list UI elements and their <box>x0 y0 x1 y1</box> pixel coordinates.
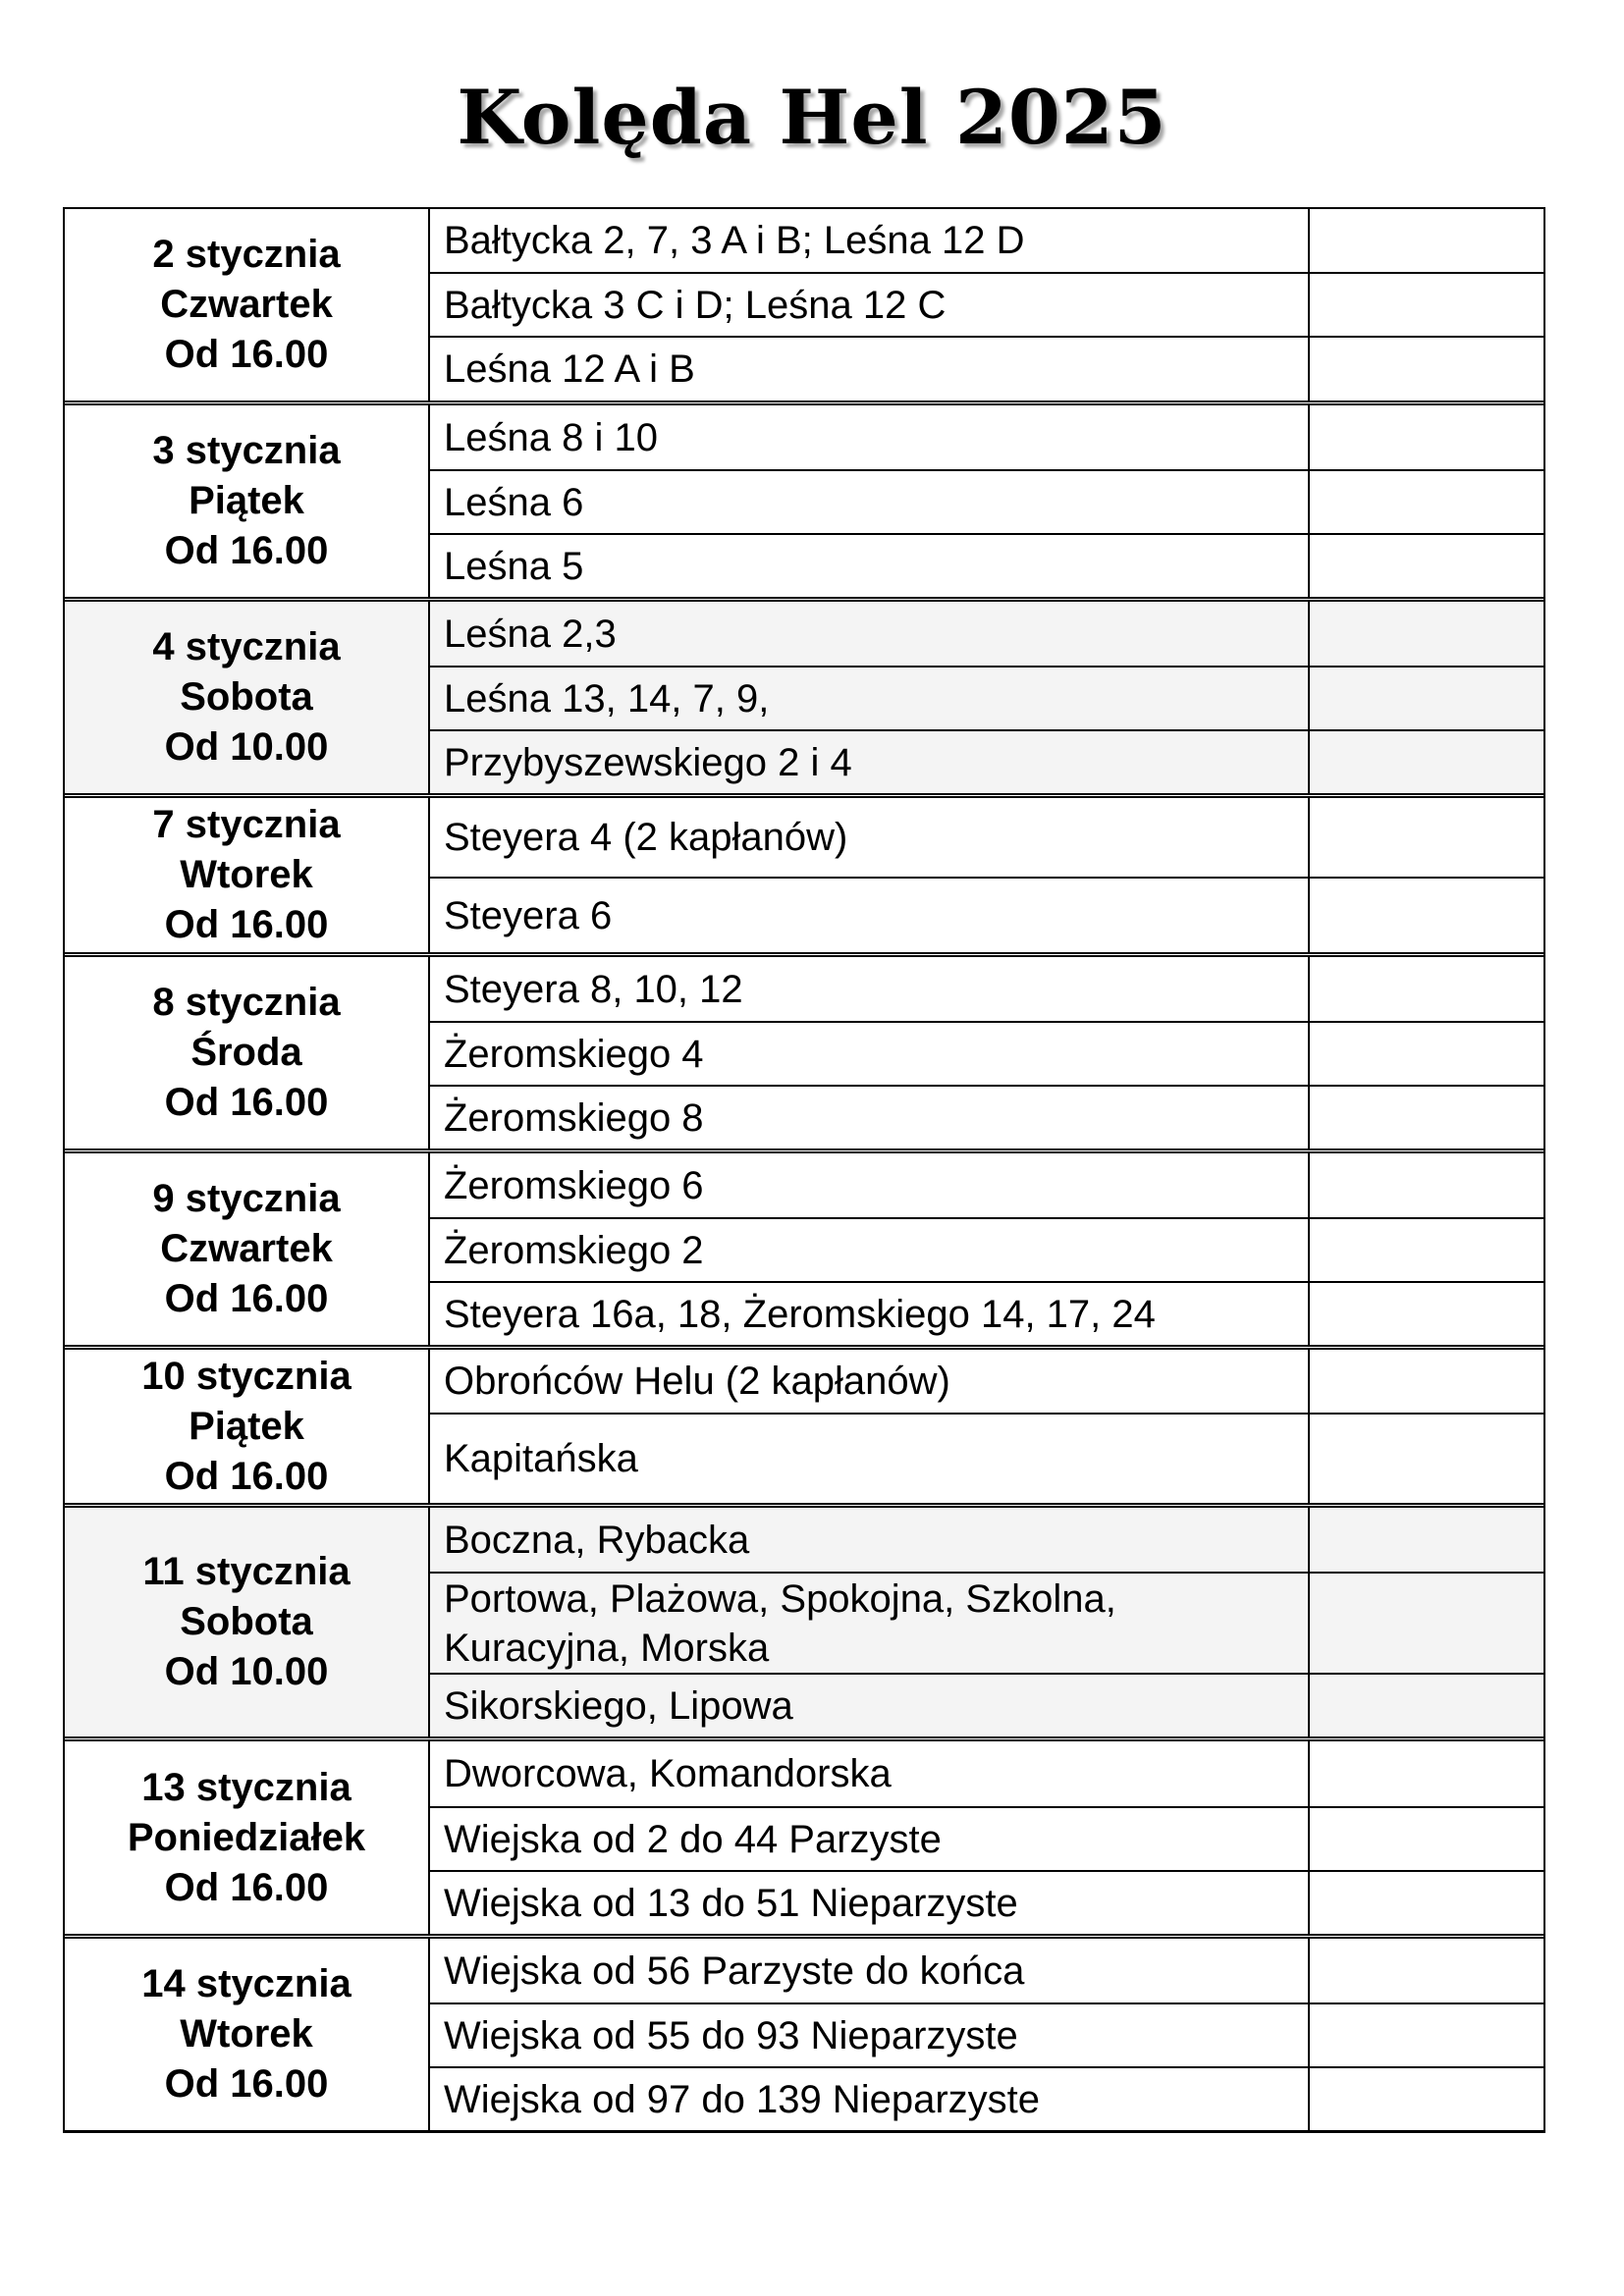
table-row <box>430 1085 1543 1148</box>
notes-cell <box>1310 602 1543 666</box>
address-cell: Steyera 4 (2 kapłanów) <box>430 798 1310 877</box>
notes-cell <box>1310 1350 1543 1413</box>
table-row <box>430 877 1543 952</box>
address-cell: Portowa, Plażowa, Spokojna, Szkolna, Kuracyjna, Morska <box>430 1574 1310 1673</box>
address-cell: Steyera 8, 10, 12 <box>430 957 1310 1021</box>
day-date: 11 stycznia <box>142 1550 351 1593</box>
notes-cell <box>1310 731 1543 793</box>
notes-cell <box>1310 274 1543 336</box>
table-row <box>430 1217 1543 1281</box>
notes-cell <box>1310 1415 1543 1503</box>
table-row <box>430 602 1543 666</box>
table-row <box>430 798 1543 877</box>
day-group <box>65 597 1543 793</box>
day-cell <box>65 957 430 1148</box>
day-time: Od 16.00 <box>164 2062 329 2106</box>
day-weekday: Poniedziałek <box>127 1815 366 1859</box>
address-cell: Sikorskiego, Lipowa <box>430 1675 1310 1736</box>
address-cell: Wiejska od 55 do 93 Nieparzyste <box>430 2004 1310 2066</box>
notes-cell <box>1310 1283 1543 1345</box>
table-row <box>430 1350 1543 1413</box>
address-rows <box>430 1508 1543 1736</box>
address-cell: Przybyszewskiego 2 i 4 <box>430 731 1310 793</box>
table-row <box>430 209 1543 272</box>
day-cell <box>65 602 430 793</box>
notes-cell <box>1310 535 1543 597</box>
day-weekday: Piątek <box>189 479 304 522</box>
table-row <box>430 957 1543 1021</box>
day-cell <box>65 1508 430 1736</box>
address-rows <box>430 1939 1543 2130</box>
day-date: 4 stycznia <box>152 625 341 668</box>
address-cell: Leśna 12 A i B <box>430 338 1310 400</box>
address-cell: Żeromskiego 6 <box>430 1153 1310 1217</box>
address-cell: Steyera 6 <box>430 879 1310 952</box>
notes-cell <box>1310 1574 1543 1673</box>
day-date: 8 stycznia <box>152 981 341 1024</box>
day-date: 7 stycznia <box>152 803 341 846</box>
day-date: 3 stycznia <box>152 429 341 472</box>
day-group <box>65 209 1543 400</box>
day-group <box>65 1934 1543 2130</box>
notes-cell <box>1310 1741 1543 1806</box>
day-cell <box>65 1153 430 1345</box>
day-weekday: Czwartek <box>160 1227 333 1270</box>
table-row <box>430 729 1543 793</box>
address-cell: Wiejska od 56 Parzyste do końca <box>430 1939 1310 2002</box>
table-row <box>430 336 1543 400</box>
notes-cell <box>1310 471 1543 533</box>
address-rows <box>430 957 1543 1148</box>
day-group <box>65 1503 1543 1736</box>
address-cell: Żeromskiego 8 <box>430 1087 1310 1148</box>
table-row <box>430 405 1543 469</box>
table-row <box>430 1021 1543 1085</box>
day-cell <box>65 209 430 400</box>
address-rows <box>430 1350 1543 1503</box>
page-title: Kolęda Hel 2025 <box>457 74 1167 161</box>
notes-cell <box>1310 1508 1543 1572</box>
address-cell: Leśna 2,3 <box>430 602 1310 666</box>
day-date: 10 stycznia <box>141 1354 352 1398</box>
table-row <box>430 469 1543 533</box>
day-group <box>65 952 1543 1148</box>
notes-cell <box>1310 957 1543 1021</box>
address-rows <box>430 1153 1543 1345</box>
day-group <box>65 400 1543 597</box>
day-weekday: Sobota <box>180 1600 313 1643</box>
notes-cell <box>1310 798 1543 877</box>
day-group <box>65 793 1543 952</box>
address-rows <box>430 1741 1543 1934</box>
day-time: Od 16.00 <box>164 529 329 572</box>
day-time: Od 10.00 <box>164 725 329 769</box>
address-cell: Steyera 16a, 18, Żeromskiego 14, 17, 24 <box>430 1283 1310 1345</box>
address-cell: Bałtycka 2, 7, 3 A i B; Leśna 12 D <box>430 209 1310 272</box>
notes-cell <box>1310 338 1543 400</box>
table-row <box>430 1741 1543 1806</box>
notes-cell <box>1310 1808 1543 1870</box>
day-weekday: Wtorek <box>180 2012 313 2056</box>
table-row <box>430 1939 1543 2002</box>
day-time: Od 16.00 <box>164 1865 329 1909</box>
notes-cell <box>1310 1872 1543 1934</box>
day-date: 9 stycznia <box>152 1177 341 1220</box>
address-cell: Boczna, Rybacka <box>430 1508 1310 1572</box>
table-row <box>430 1806 1543 1870</box>
table-row <box>430 1508 1543 1572</box>
notes-cell <box>1310 2004 1543 2066</box>
table-row <box>430 1153 1543 1217</box>
table-row <box>430 1870 1543 1934</box>
address-cell: Wiejska od 2 do 44 Parzyste <box>430 1808 1310 1870</box>
table-row <box>430 1673 1543 1736</box>
day-time: Od 16.00 <box>164 1277 329 1320</box>
table-row <box>430 1281 1543 1345</box>
address-rows <box>430 602 1543 793</box>
address-cell: Obrońców Helu (2 kapłanów) <box>430 1350 1310 1413</box>
day-time: Od 16.00 <box>164 1454 329 1498</box>
address-cell: Wiejska od 97 do 139 Nieparzyste <box>430 2068 1310 2130</box>
table-row <box>430 1572 1543 1673</box>
day-date: 2 stycznia <box>152 233 341 276</box>
table-row <box>430 533 1543 597</box>
day-weekday: Piątek <box>189 1404 304 1448</box>
address-cell: Żeromskiego 2 <box>430 1219 1310 1281</box>
notes-cell <box>1310 2068 1543 2130</box>
address-rows <box>430 405 1543 597</box>
day-cell <box>65 1741 430 1934</box>
notes-cell <box>1310 1219 1543 1281</box>
day-time: Od 16.00 <box>164 903 329 946</box>
day-group <box>65 1736 1543 1934</box>
day-weekday: Sobota <box>180 675 313 719</box>
address-cell: Leśna 13, 14, 7, 9, <box>430 667 1310 729</box>
day-time: Od 10.00 <box>164 1650 329 1693</box>
day-time: Od 16.00 <box>164 1081 329 1124</box>
notes-cell <box>1310 209 1543 272</box>
address-cell: Żeromskiego 4 <box>430 1023 1310 1085</box>
notes-cell <box>1310 1087 1543 1148</box>
address-cell: Dworcowa, Komandorska <box>430 1741 1310 1806</box>
day-date: 14 stycznia <box>141 1962 352 2005</box>
notes-cell <box>1310 1023 1543 1085</box>
day-cell <box>65 1939 430 2130</box>
address-cell: Leśna 5 <box>430 535 1310 597</box>
table-row <box>430 272 1543 336</box>
address-rows <box>430 798 1543 952</box>
notes-cell <box>1310 879 1543 952</box>
table-row <box>430 666 1543 729</box>
day-weekday: Wtorek <box>180 853 313 896</box>
table-row <box>430 2066 1543 2130</box>
day-group <box>65 1148 1543 1345</box>
day-cell <box>65 1350 430 1503</box>
table-row <box>430 2002 1543 2066</box>
day-cell <box>65 798 430 952</box>
table-row <box>430 1413 1543 1503</box>
address-rows <box>430 209 1543 400</box>
day-date: 13 stycznia <box>141 1765 352 1809</box>
address-cell: Leśna 6 <box>430 471 1310 533</box>
day-time: Od 16.00 <box>164 333 329 376</box>
schedule-table <box>63 207 1545 2133</box>
notes-cell <box>1310 1939 1543 2002</box>
address-cell: Wiejska od 13 do 51 Nieparzyste <box>430 1872 1310 1934</box>
day-cell <box>65 405 430 597</box>
day-group <box>65 1345 1543 1503</box>
day-weekday: Czwartek <box>160 283 333 326</box>
notes-cell <box>1310 1153 1543 1217</box>
address-cell: Kapitańska <box>430 1415 1310 1503</box>
notes-cell <box>1310 405 1543 469</box>
notes-cell <box>1310 1675 1543 1736</box>
day-weekday: Środa <box>190 1031 302 1074</box>
address-cell: Leśna 8 i 10 <box>430 405 1310 469</box>
notes-cell <box>1310 667 1543 729</box>
address-cell: Bałtycka 3 C i D; Leśna 12 C <box>430 274 1310 336</box>
